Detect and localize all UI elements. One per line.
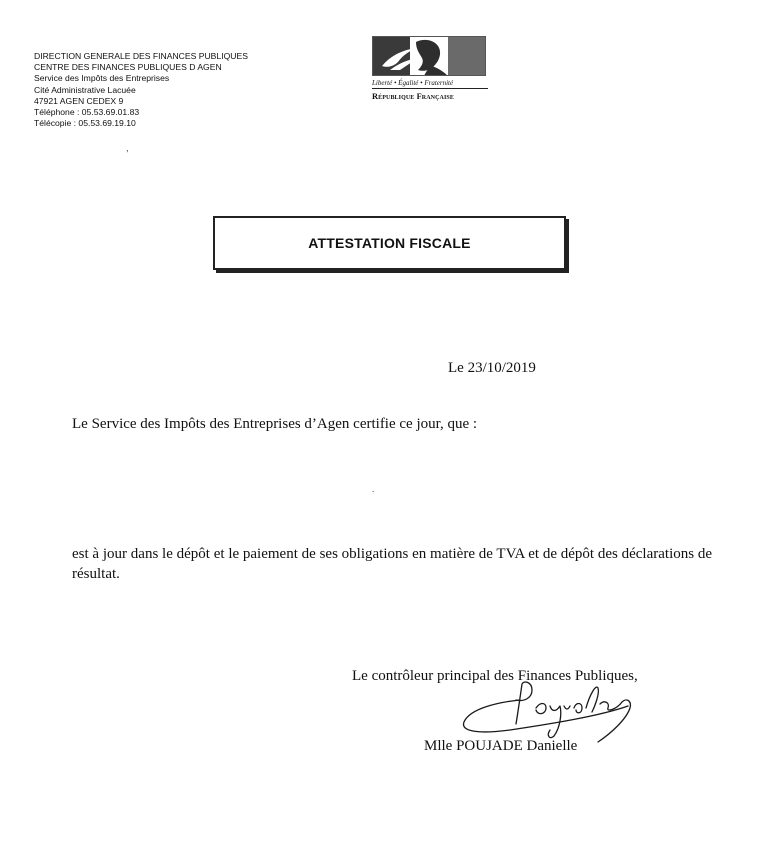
document-title: ATTESTATION FISCALE: [308, 235, 471, 251]
sender-line-phone: Téléphone : 05.53.69.01.83: [34, 107, 140, 118]
signatory-name: Mlle POUJADE Danielle: [424, 738, 578, 754]
sender-line-centre: CENTRE DES FINANCES PUBLIQUES D AGEN: [34, 62, 222, 73]
sender-line-city: 47921 AGEN CEDEX 9: [34, 95, 124, 106]
sender-line-service: Service des Impôts des Entreprises: [34, 73, 170, 84]
certification-body: est à jour dans le dépôt et le paiement de ses obligations en matière de TVA et de dépôt des déclarations de résultat.: [72, 546, 712, 582]
sender-line-fax: Télécopie : 05.53.69.19.10: [34, 118, 136, 129]
sender-address-block: [34, 51, 248, 129]
signatory-title: Le contrôleur principal des Finances Publiques,: [352, 668, 638, 684]
certification-intro: Le Service des Impôts des Entreprises d’Agen certifie ce jour, que :: [72, 416, 478, 432]
logo-republic-label: République Française: [372, 92, 454, 101]
logo-motto: Liberté • Égalité • Fraternité: [372, 79, 488, 89]
title-box: [213, 216, 566, 270]
sender-line-directorate: DIRECTION GENERALE DES FINANCES PUBLIQUES: [34, 51, 248, 61]
scan-speck: .: [372, 484, 375, 494]
scan-speck: ,: [126, 143, 129, 153]
document-date: Le 23/10/2019: [448, 360, 536, 376]
sender-line-address: Cité Administrative Lacuée: [34, 84, 136, 95]
marianne-icon: [372, 36, 486, 76]
republique-francaise-logo: [372, 36, 488, 106]
